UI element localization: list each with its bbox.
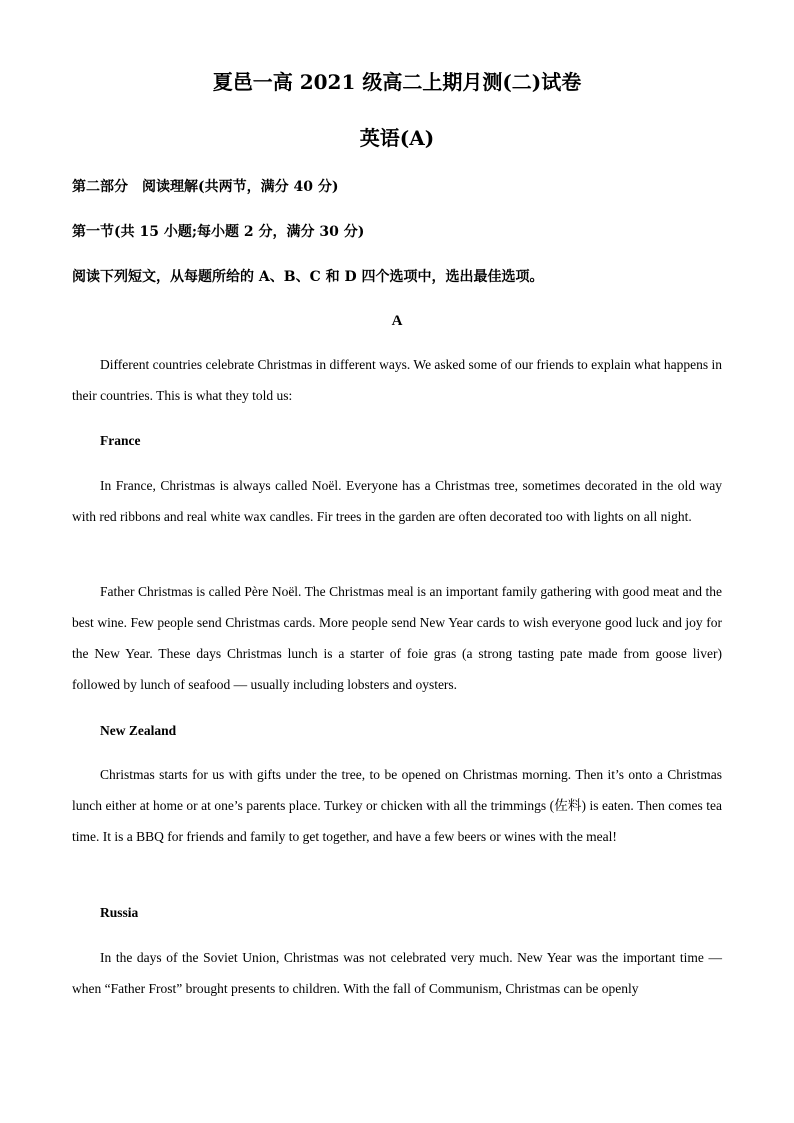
new-zealand-paragraph: Christmas starts for us with gifts under the tree, to be opened on Christmas morning. Then it’s onto a Christmas lunch either at home or at one’s parents place. Turkey or chicken with all the trimmings (佐料) is eaten. Then comes tea time. It is a BBQ for friends and family to get together, and have a few beers or wines with the meal!: [72, 767, 722, 844]
intro-paragraph: Different countries celebrate Christmas in different ways. We asked some of our friends to explain what happens in their countries. This is what they told us:: [72, 357, 722, 403]
section-instruction: 第一节(共 15 小题;每小题 2 分，满分 30 分): [72, 224, 365, 240]
france-paragraph-2: Father Christmas is called Père Noël. The Christmas meal is an important family gathering with good meat and the best wine. Few people send Christmas cards. More people send New Year cards to wish everyone good luck and joy for the New Year. These days Christmas lunch is a starter of foie gras (a strong tasting pate made from goose liver) followed by lunch of seafood — usually including lobsters and oysters.: [72, 584, 722, 692]
exam-title: 夏邑一高 2021 级高二上期月测(二)试卷: [212, 70, 582, 94]
heading-new-zealand: New Zealand: [100, 723, 177, 738]
passage-letter: A: [391, 313, 403, 329]
heading-france: France: [100, 433, 141, 448]
russia-paragraph: In the days of the Soviet Union, Christmas was not celebrated very much. New Year was the important time — when “Father Frost” brought presents to children. With the fall of Communism, Christmas can be openly: [72, 950, 722, 996]
heading-russia: Russia: [100, 905, 139, 920]
france-paragraph-1: In France, Christmas is always called Noël. Everyone has a Christmas tree, sometimes decorated in the old way with red ribbons and real white wax candles. Fir trees in the garden are often decorated too with lights on all night.: [72, 478, 722, 524]
part-instruction: 第二部分 阅读理解(共两节，满分 40 分): [72, 179, 339, 195]
exam-subtitle: 英语(A): [359, 126, 435, 150]
directions-text: 阅读下列短文，从每题所给的 A、B、C 和 D 四个选项中，选出最佳选项。: [72, 269, 544, 285]
